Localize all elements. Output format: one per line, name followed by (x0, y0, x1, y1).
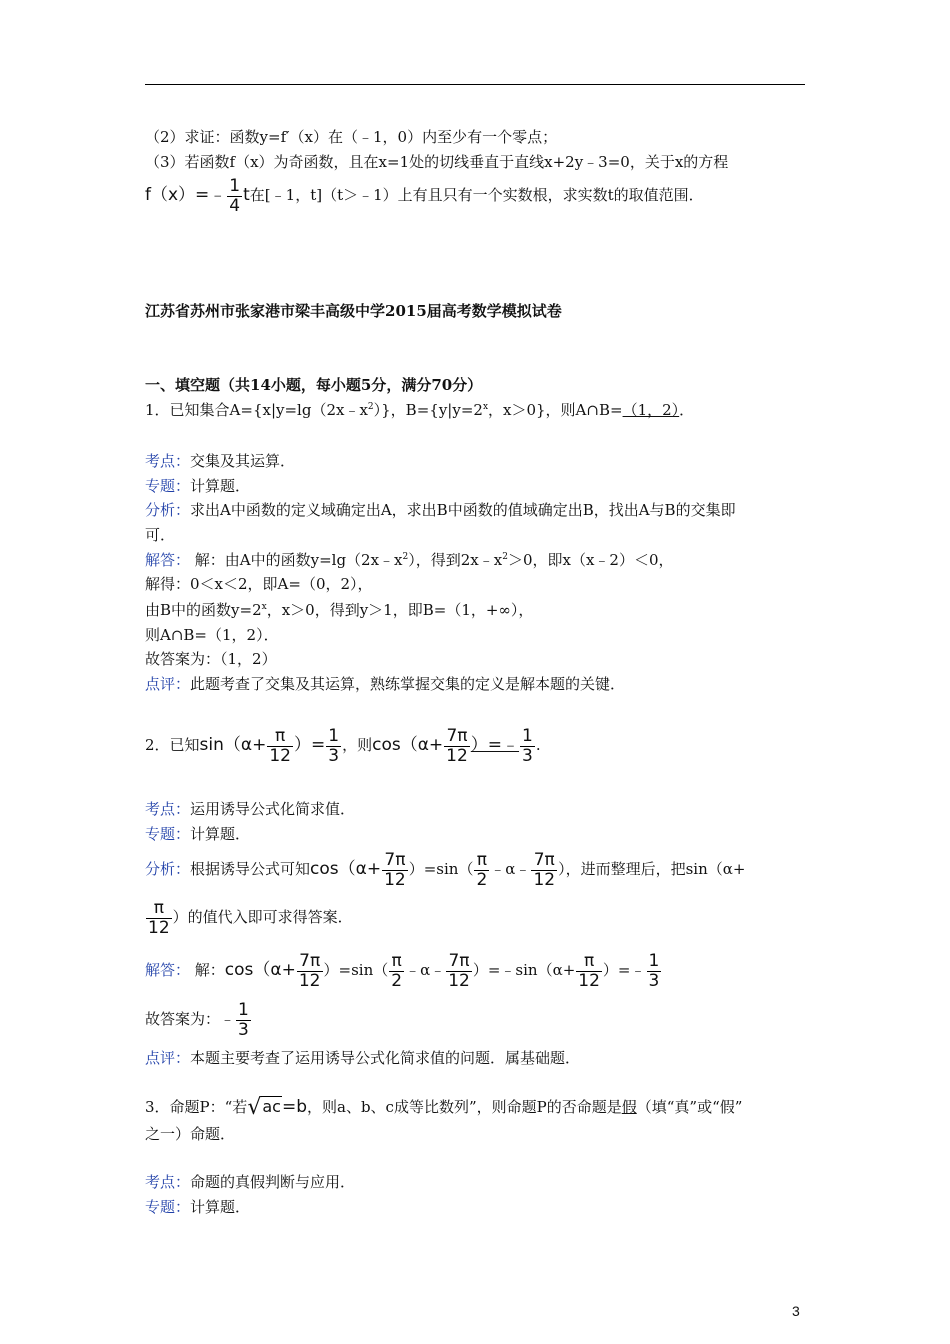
q2-stem: 2．已知sin（α+ $\frac{\pi}{12}$ ）= $\frac{1}{3}$ ，则cos（α+ $\frac{7\pi}{12}$ ）=﹣ $\frac{1}{3}$ . (145, 725, 541, 766)
q1-fenxi-cont: 可． (145, 526, 176, 544)
q1-zhuanti: 专题：计算题． (145, 477, 251, 495)
q2-kaodian: 考点：运用诱导公式化简求值． (145, 800, 356, 818)
q1-answer: （1，2） (622, 401, 680, 419)
q2-zhuanti: 专题：计算题． (145, 825, 251, 843)
fraction: $\frac{1}{4}$ (229, 175, 241, 216)
page-number: 3 (792, 1303, 800, 1319)
header-rule (145, 84, 805, 85)
q2-answer: ）=﹣ (470, 735, 520, 755)
q1-dianping: 点评：此题考查了交集及其运算，熟练掌握交集的定义是解本题的关键． (145, 675, 626, 693)
q3-answer: 假 (621, 1098, 637, 1116)
fx-expression: f（x）=﹣ (145, 185, 227, 205)
q3-zhuanti: 专题：计算题． (145, 1198, 251, 1216)
q3-stem-cont: 之一）命题． (145, 1125, 236, 1143)
q1-fenxi: 分析：求出A中函数的定义域确定出A，求出B中函数的值域确定出B，找出A与B的交集即 (145, 501, 736, 519)
q1-jie-line2: 解得：0＜x＜2，即A=（0，2）， (145, 575, 373, 593)
prev-q2: （2）求证：函数y=f′（x）在（﹣1，0）内至少有一个零点； (145, 128, 558, 146)
q1-kaodian: 考点：交集及其运算． (145, 452, 296, 470)
prev-q3-formula-line: f（x）=﹣ $\frac{1}{4}$ t在[﹣1，t]（t＞﹣1）上有且只有一个实数根，求实数t的取值范围． (145, 175, 704, 216)
q1-stem: 1．已知集合$A=\{x|y=\lg(2x﹣x^2)\}$，$B=\{y|y=2^x$，x＞0}，则A∩B=（1，2）． (145, 401, 695, 419)
prev-q3: （3）若函数f（x）为奇函数，且在x=1处的切线垂直于直线x+2y﹣3=0，关于x的方程 (145, 153, 729, 171)
q3-kaodian: 考点：命题的真假判断与应用． (145, 1173, 356, 1191)
paper-title: 江苏省苏州市张家港市梁丰高级中学2015届高考数学模拟试卷 (145, 302, 562, 320)
q2-dianping: 点评：本题主要考查了运用诱导公式化简求值的问题．属基础题． (145, 1049, 581, 1067)
q2-jieda: 解答： 解：cos（α+ $\frac{7\pi}{12}$ ）=sin（ $\frac{\pi}{2}$ ﹣α﹣ $\frac{7\pi}{12}$ ）=﹣sin（α+ $\frac{\pi}{12}$ ）=﹣ $\frac{1}{3}$ (145, 950, 660, 991)
section-heading: 一、填空题（共14小题，每小题5分，满分70分） (145, 376, 483, 394)
q3-stem: 3．命题P：“若√ac=b，则a、b、c成等比数列”，则命题P的否命题是假（填“真”或“假” (145, 1095, 743, 1120)
q1-jieda: 解答： 解：由A中的函数$y=\lg(2x﹣x^2)$，得到$2x﹣x^2>0$，即x（x﹣2）＜0， (145, 551, 674, 569)
q2-fenxi: 分析：根据诱导公式可知cos（α+ $\frac{7\pi}{12}$ ）=sin（ $\frac{\pi}{2}$ ﹣α﹣ $\frac{7\pi}{12}$ ），进而整理后，把sin（α+ (145, 849, 746, 890)
q1-jie-line4: 则A∩B=（1，2）． (145, 626, 279, 644)
q1-jie-line3: 由B中的函数$y=2^x$，x＞0，得到y＞1，即B=（1，+∞）， (145, 601, 534, 619)
q2-fenxi-cont: $\frac{\pi}{12}$ ）的值代入即可求得答案． (148, 897, 353, 938)
sqrt-symbol: √ac (247, 1095, 281, 1120)
q1-answer-line: 故答案为：（1，2） (145, 650, 277, 668)
q2-answer-line: 故答案为：﹣ $\frac{1}{3}$ (145, 999, 249, 1040)
